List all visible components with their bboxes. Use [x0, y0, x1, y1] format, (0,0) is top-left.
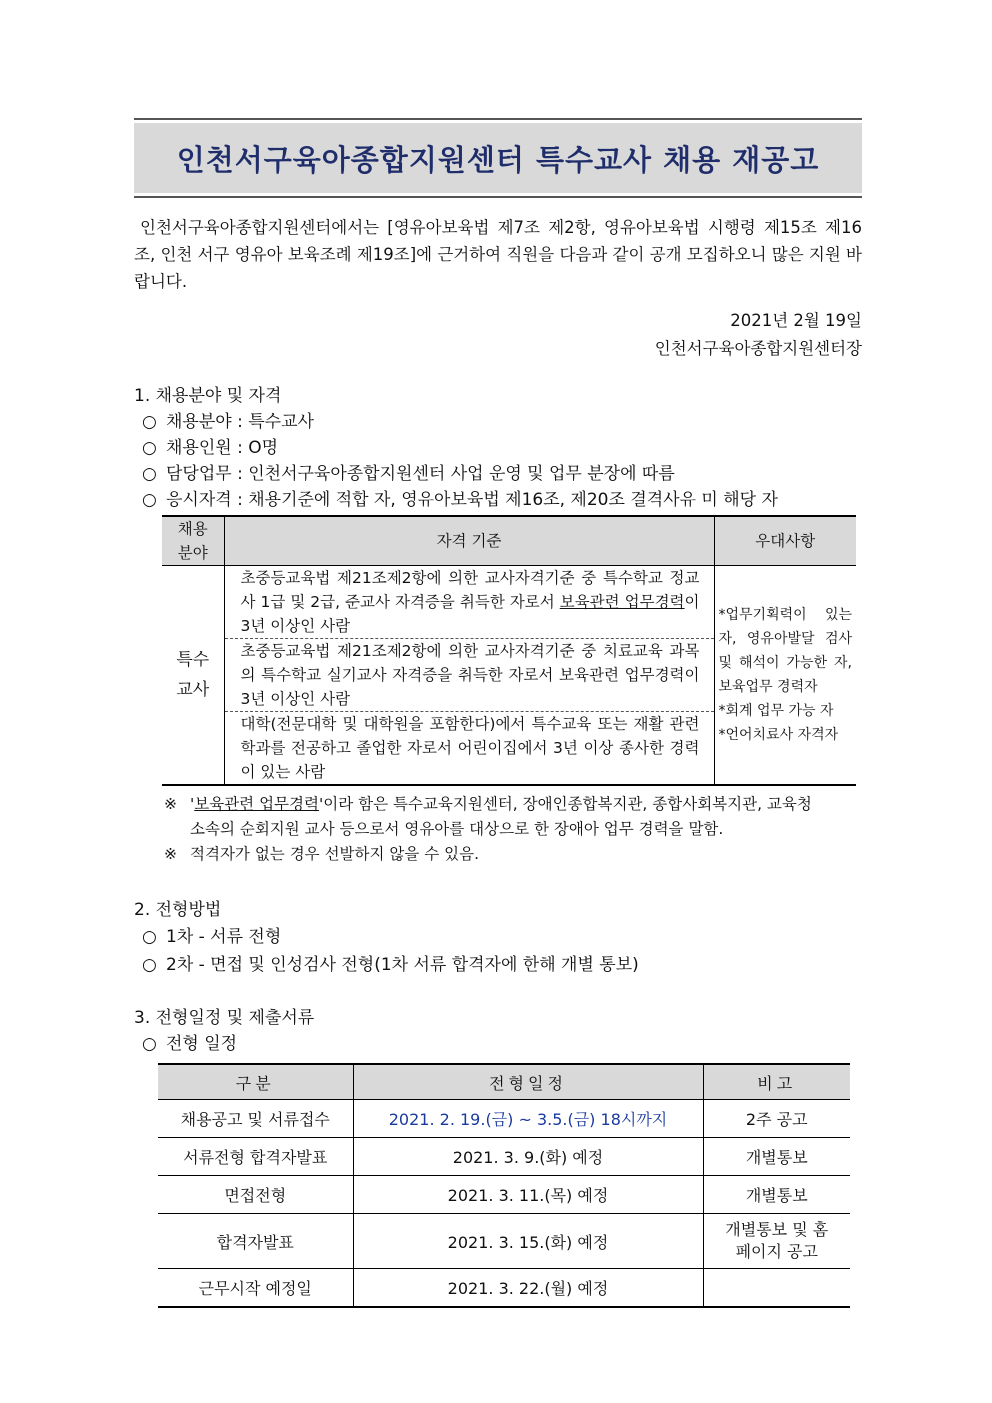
table-row	[162, 566, 856, 639]
reference-mark-icon: ※	[164, 795, 177, 813]
note-cell: 2주 공고	[703, 1100, 850, 1138]
bullet-text: 채용인원 : O명	[166, 438, 279, 458]
date-cell: 2021. 3. 11.(목) 예정	[353, 1176, 703, 1214]
circle-bullet-icon: ○	[142, 412, 157, 432]
note-text: '이라 함은 특수교육지원센터, 장애인종합복지관, 종합사회복지관, 교육청	[318, 795, 812, 813]
table-row	[158, 1176, 850, 1214]
note-1	[134, 792, 862, 817]
bullet-text: 1차 - 서류 전형	[166, 927, 282, 947]
stage-cell: 면접전형	[158, 1176, 353, 1214]
date-cell: 2021. 3. 9.(화) 예정	[353, 1138, 703, 1176]
stage-cell: 근무시작 예정일	[158, 1269, 353, 1308]
bullet-item	[134, 923, 862, 951]
stage-cell: 합격자발표	[158, 1214, 353, 1269]
title-banner	[134, 123, 862, 193]
circle-bullet-icon: ○	[142, 955, 157, 975]
reference-mark-icon: ※	[164, 845, 177, 863]
date-block	[134, 307, 862, 363]
table-row	[158, 1269, 850, 1308]
criteria-text: 대학(전문대학 및 대학원을 포함한다)에서 특수교육 또는 재활 관련학과를 전공하고 졸업한 자로서 어린이집에서 3년 이상 종사한 경력이 있는 사람	[240, 715, 700, 781]
table-row	[158, 1214, 850, 1269]
intro-paragraph: 인천서구육아종합지원센터에서는 [영유아보육법 제7조 제2항, 영유아보육법 시행령 제15조 제16조, 인천 서구 영유아 보육조례 제19조]에 근거하여 직원을 다음과 같이 공개 모집하오니 많은 지원 바랍니다.	[134, 218, 862, 291]
criteria-cell	[224, 639, 714, 712]
note-2	[134, 842, 862, 867]
note-underline: 보육관련 업무경력	[194, 795, 319, 813]
table-row	[158, 1138, 850, 1176]
bullet-text: 담당업무 : 인천서구육아종합지원센터 사업 운영 및 업무 분장에 따름	[166, 464, 675, 484]
table-header-row	[158, 1064, 850, 1100]
circle-bullet-icon: ○	[142, 490, 157, 510]
bullet-item	[134, 487, 862, 513]
bullet-text: 2차 - 면접 및 인성검사 전형(1차 서류 합격자에 한해 개별 통보)	[166, 955, 639, 975]
section-3-heading: 3. 전형일정 및 제출서류	[134, 1008, 315, 1028]
criteria-underline: 보육관련 업무경력	[559, 593, 685, 611]
bullet-item	[134, 1031, 862, 1057]
header-criteria: 자격 기준	[224, 516, 714, 566]
document-title: 인천서구육아종합지원센터 특수교사 채용 재공고	[176, 142, 820, 177]
header-date: 전형일정	[353, 1064, 703, 1100]
category-cell	[162, 566, 224, 786]
note-cell	[703, 1269, 850, 1308]
bullet-text: 응시자격 : 채용기준에 적합 자, 영유아보육법 제16조, 제20조 결격사유 미 해당 자	[166, 490, 778, 510]
document-page	[134, 118, 862, 1308]
bullet-item	[134, 409, 862, 435]
header-stage: 구분	[158, 1064, 353, 1100]
circle-bullet-icon: ○	[142, 438, 157, 458]
qualification-table	[162, 515, 856, 786]
note-1-continued: 소속의 순회지원 교사 등으로서 영유아를 대상으로 한 장애아 업무 경력을 말함.	[190, 820, 724, 838]
section-2-heading: 2. 전형방법	[134, 900, 222, 920]
header-preference: 우대사항	[714, 516, 856, 566]
section-1-heading: 1. 채용분야 및 자격	[134, 386, 282, 406]
date-cell: 2021. 3. 15.(화) 예정	[353, 1214, 703, 1269]
title-box	[134, 118, 862, 198]
header-category: 채용 분야	[162, 516, 224, 566]
date-cell: 2021. 2. 19.(금) ~ 3.5.(금) 18시까지	[353, 1100, 703, 1138]
stage-cell: 서류전형 합격자발표	[158, 1138, 353, 1176]
bullet-item	[134, 435, 862, 461]
bullet-text: 채용분야 : 특수교사	[166, 412, 314, 432]
circle-bullet-icon: ○	[142, 1034, 157, 1054]
circle-bullet-icon: ○	[142, 927, 157, 947]
table-row	[158, 1100, 850, 1138]
criteria-cell	[224, 566, 714, 639]
note-cell: 개별통보	[703, 1176, 850, 1214]
criteria-text: 초중등교육법 제21조제2항에 의한 교사자격기준 중 특수학교 정교사 1급 및 2급, 준교사 자격증을 취득한 자로서	[240, 569, 700, 611]
issuer: 인천서구육아종합지원센터장	[654, 339, 862, 358]
criteria-text-end: 이 3년 이상인 사람	[240, 593, 700, 635]
bullet-text: 전형 일정	[166, 1034, 238, 1054]
category-label: 특수 교사	[176, 650, 210, 700]
preference-item: *회계 업무 가능 자	[718, 703, 834, 719]
preference-item: *업무기획력이 있는 자, 영유아발달 검사 및 해석이 가능한 자, 보육업무 경력자	[718, 607, 852, 695]
date-cell: 2021. 3. 22.(월) 예정	[353, 1269, 703, 1308]
bullet-item	[134, 951, 862, 979]
note-cell: 개별통보 및 홈페이지 공고	[703, 1214, 850, 1269]
criteria-cell	[224, 712, 714, 786]
criteria-text: 초중등교육법 제21조제2항에 의한 교사자격기준 중 치료교육 과목의 특수학교 실기교사 자격증을 취득한 자로서 보육관련 업무경력이 3년 이상인 사람	[240, 642, 700, 708]
circle-bullet-icon: ○	[142, 464, 157, 484]
note-cell: 개별통보	[703, 1138, 850, 1176]
preference-item: *언어치료사 자격자	[718, 727, 839, 743]
announcement-date: 2021년 2월 19일	[730, 311, 862, 330]
note-text: 적격자가 없는 경우 선발하지 않을 수 있음.	[190, 845, 480, 863]
preference-cell	[714, 566, 856, 786]
table-header-row	[162, 516, 856, 566]
header-note: 비고	[703, 1064, 850, 1100]
note-quote: '	[190, 795, 195, 813]
stage-cell: 채용공고 및 서류접수	[158, 1100, 353, 1138]
schedule-table	[158, 1063, 850, 1308]
bullet-item	[134, 461, 862, 487]
